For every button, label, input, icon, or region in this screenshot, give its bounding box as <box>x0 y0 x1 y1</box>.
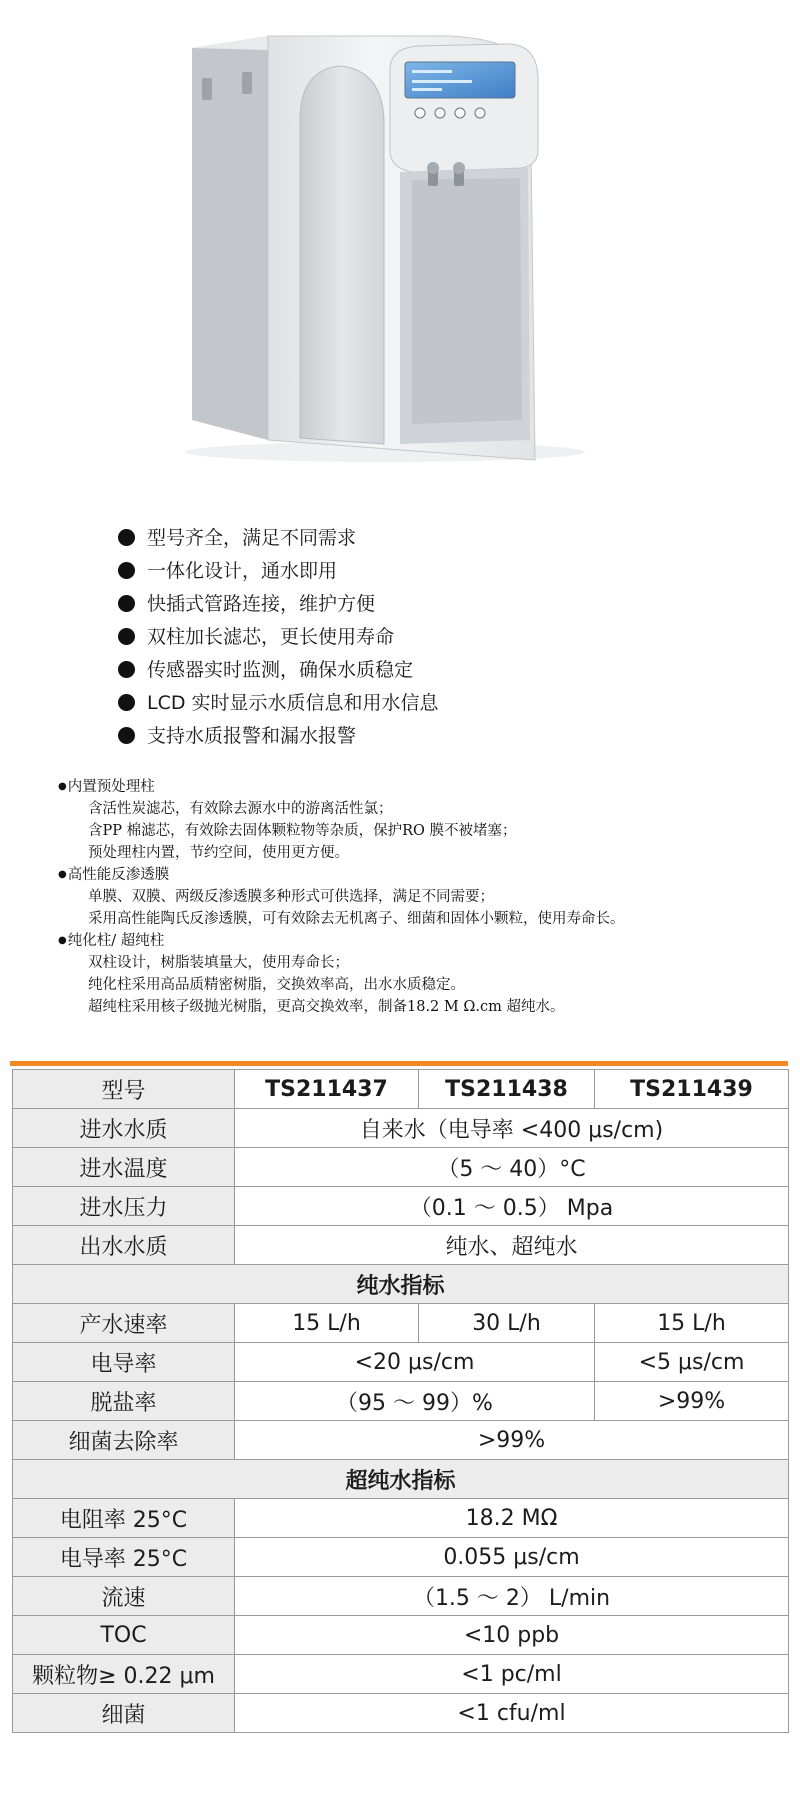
control-button <box>455 108 465 118</box>
row-label: 出水水质 <box>13 1226 235 1265</box>
row-value: >99% <box>235 1421 789 1460</box>
table-row <box>13 1343 789 1382</box>
row-label: 脱盐率 <box>13 1382 235 1421</box>
detail-section-title: ●纯化柱/ 超纯柱 <box>58 933 165 949</box>
table-row <box>13 1304 789 1343</box>
detail-line: 纯化柱采用高品质精密树脂，交换效率高，出水水质稳定。 <box>88 977 465 993</box>
alcove-inner <box>412 178 522 424</box>
row-value: <20 μs/cm <box>235 1343 595 1382</box>
bullet-icon <box>118 661 135 678</box>
detail-line: 含活性炭滤芯，有效除去源水中的游离活性氯； <box>88 801 393 817</box>
bullet-icon <box>118 529 135 546</box>
row-value: 30 L/h <box>419 1304 595 1343</box>
section-header-row <box>13 1460 789 1499</box>
table-row <box>13 1499 789 1538</box>
table-row <box>13 1577 789 1616</box>
control-button <box>475 108 485 118</box>
table-row <box>13 1226 789 1265</box>
row-label: 流速 <box>13 1577 235 1616</box>
detail-line: 单膜、双膜、两级反渗透膜多种形式可供选择，满足不同需要； <box>88 889 494 905</box>
table-row <box>13 1538 789 1577</box>
control-button <box>415 108 425 118</box>
bullet-icon <box>118 562 135 579</box>
small-bullet-icon: ● <box>58 869 67 880</box>
row-value: 0.055 μs/cm <box>235 1538 789 1577</box>
row-value: （1.5 ～ 2） L/min <box>235 1577 789 1616</box>
model-name: TS211437 <box>235 1070 419 1109</box>
detail-line: 预处理柱内置，节约空间，使用更方便。 <box>88 845 349 861</box>
row-label: 进水温度 <box>13 1148 235 1187</box>
lcd-text-line <box>412 70 452 73</box>
feature-item: 双柱加长滤芯，更长使用寿命 <box>118 621 439 654</box>
small-bullet-icon: ● <box>58 781 67 792</box>
detail-line: 采用高性能陶氏反渗透膜，可有效除去无机离子、细菌和固体小颗粒，使用寿命长。 <box>88 911 625 927</box>
bullet-icon <box>118 595 135 612</box>
model-name: TS211439 <box>595 1070 789 1109</box>
row-label: 进水水质 <box>13 1109 235 1148</box>
ultrapure-water-section-title: 超纯水指标 <box>13 1460 789 1499</box>
lcd-text-line <box>412 88 442 91</box>
small-bullet-icon: ● <box>58 935 67 946</box>
row-value: 18.2 MΩ <box>235 1499 789 1538</box>
table-row <box>13 1421 789 1460</box>
table-row <box>13 1148 789 1187</box>
row-value: （0.1 ～ 0.5） Mpa <box>235 1187 789 1226</box>
feature-item: 传感器实时监测，确保水质稳定 <box>118 654 439 687</box>
feature-item: 快插式管路连接，维护方便 <box>118 588 439 621</box>
table-row <box>13 1187 789 1226</box>
feature-item: 支持水质报警和漏水报警 <box>118 720 439 753</box>
detail-line: 超纯柱采用核子级抛光树脂，更高交换效率，制备18.2 M Ω.cm 超纯水。 <box>88 999 565 1015</box>
detail-section-title: ●内置预处理柱 <box>58 779 155 795</box>
lcd-text-line <box>412 80 472 83</box>
row-value: （5 ～ 40）°C <box>235 1148 789 1187</box>
table-top-accent-bar <box>10 1061 788 1066</box>
table-header-row <box>13 1070 789 1109</box>
water-purifier-image <box>150 0 630 480</box>
row-value: 15 L/h <box>595 1304 789 1343</box>
row-label: 细菌 <box>13 1694 235 1733</box>
model-label: 型号 <box>13 1070 235 1109</box>
detail-line: 含PP 棉滤芯，有效除去固体颗粒物等杂质，保护RO 膜不被堵塞； <box>88 823 517 839</box>
row-label: 电导率 25°C <box>13 1538 235 1577</box>
detail-description <box>58 776 778 1018</box>
handle-right <box>242 72 252 94</box>
row-label: 颗粒物≥ 0.22 μm <box>13 1655 235 1694</box>
tap-knob <box>453 162 465 174</box>
table-row <box>13 1655 789 1694</box>
section-header-row <box>13 1265 789 1304</box>
feature-item: 一体化设计，通水即用 <box>118 555 439 588</box>
row-label: 电导率 <box>13 1343 235 1382</box>
spec-table <box>12 1069 789 1733</box>
row-value: 15 L/h <box>235 1304 419 1343</box>
row-value: 自来水（电导率 <400 μs/cm) <box>235 1109 789 1148</box>
handle-left <box>202 78 212 100</box>
row-value: <1 cfu/ml <box>235 1694 789 1733</box>
pure-water-section-title: 纯水指标 <box>13 1265 789 1304</box>
row-value: 纯水、超纯水 <box>235 1226 789 1265</box>
front-arch <box>300 66 384 444</box>
row-label: 电阻率 25°C <box>13 1499 235 1538</box>
table-row <box>13 1382 789 1421</box>
tap-knob <box>427 162 439 174</box>
detail-section-title: ●高性能反渗透膜 <box>58 867 170 883</box>
table-row <box>13 1616 789 1655</box>
row-label: 产水速率 <box>13 1304 235 1343</box>
table-row <box>13 1694 789 1733</box>
feature-item: 型号齐全，满足不同需求 <box>118 522 439 555</box>
feature-item: LCD 实时显示水质信息和用水信息 <box>118 687 439 720</box>
control-button <box>435 108 445 118</box>
bullet-icon <box>118 694 135 711</box>
detail-line: 双柱设计，树脂装填量大，使用寿命长； <box>88 955 349 971</box>
row-value: >99% <box>595 1382 789 1421</box>
bullet-icon <box>118 628 135 645</box>
row-value: <10 ppb <box>235 1616 789 1655</box>
row-value: （95 ～ 99）% <box>235 1382 595 1421</box>
bullet-icon <box>118 727 135 744</box>
table-row <box>13 1109 789 1148</box>
feature-list <box>118 522 439 753</box>
row-value: <1 pc/ml <box>235 1655 789 1694</box>
row-label: TOC <box>13 1616 235 1655</box>
row-value: <5 μs/cm <box>595 1343 789 1382</box>
model-name: TS211438 <box>419 1070 595 1109</box>
row-label: 细菌去除率 <box>13 1421 235 1460</box>
row-label: 进水压力 <box>13 1187 235 1226</box>
